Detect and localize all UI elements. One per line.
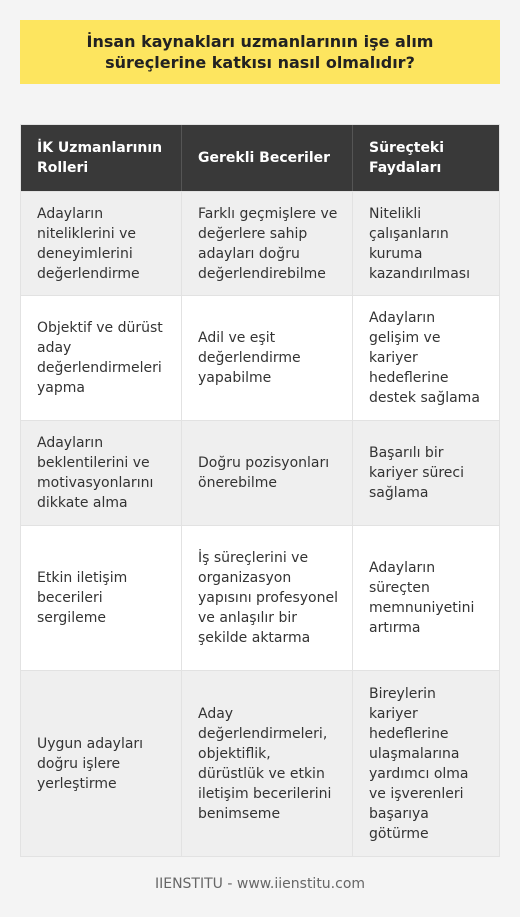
table-row	[21, 670, 499, 856]
table-cell: Aday değerlendirmeleri, objektiflik, dürüstlük ve etkin iletişim becerilerini benimseme	[182, 670, 353, 856]
table-cell: Adayların niteliklerini ve deneyimlerini değerlendirme	[21, 191, 182, 295]
header-cell-skills: Gerekli Beceriler	[182, 125, 353, 191]
table-cell: Adayların gelişim ve kariyer hedeflerine destek sağlama	[353, 295, 499, 420]
table-row	[21, 191, 499, 295]
table-cell: İş süreçlerini ve organizasyon yapısını profesyonel ve anlaşılır bir şekilde aktarma	[182, 525, 353, 670]
table-cell: Doğru pozisyonları önerebilme	[182, 420, 353, 525]
table-cell: Adayların süreçten memnuniyetini artırma	[353, 525, 499, 670]
table-cell: Farklı geçmişlere ve değerlere sahip adayları doğru değerlendirebilme	[182, 191, 353, 295]
table-row	[21, 295, 499, 420]
table-cell: Başarılı bir kariyer süreci sağlama	[353, 420, 499, 525]
header-cell-benefits: Süreçteki Faydaları	[369, 140, 445, 176]
table-cell: Adil ve eşit değerlendirme yapabilme	[182, 295, 353, 420]
table-cell: Uygun adayları doğru işlere yerleştirme	[21, 670, 182, 856]
table-cell: Objektif ve dürüst aday değerlendirmeleri yapma	[21, 295, 182, 420]
footer-credit: IIENSTITU - www.iienstitu.com	[154, 876, 366, 892]
table-cell: Etkin iletişim becerileri sergileme	[21, 525, 182, 670]
table-row	[21, 525, 499, 670]
table-header-row	[21, 125, 499, 191]
page-title: İnsan kaynakları uzmanlarının işe alım süreçlerine katkısı nasıl olmalıdır?	[20, 20, 500, 84]
table-row	[21, 420, 499, 525]
table-cell: Adayların beklentilerini ve motivasyonlarını dikkate alma	[21, 420, 182, 525]
header-cell-roles: İK Uzmanlarının Rolleri	[21, 125, 182, 191]
table-cell: Nitelikli çalışanların kuruma kazandırılması	[353, 191, 499, 295]
comparison-table	[20, 124, 500, 857]
table-cell: Bireylerin kariyer hedeflerine ulaşmalarına yardımcı olma ve işverenleri başarıya götürme	[353, 670, 499, 856]
